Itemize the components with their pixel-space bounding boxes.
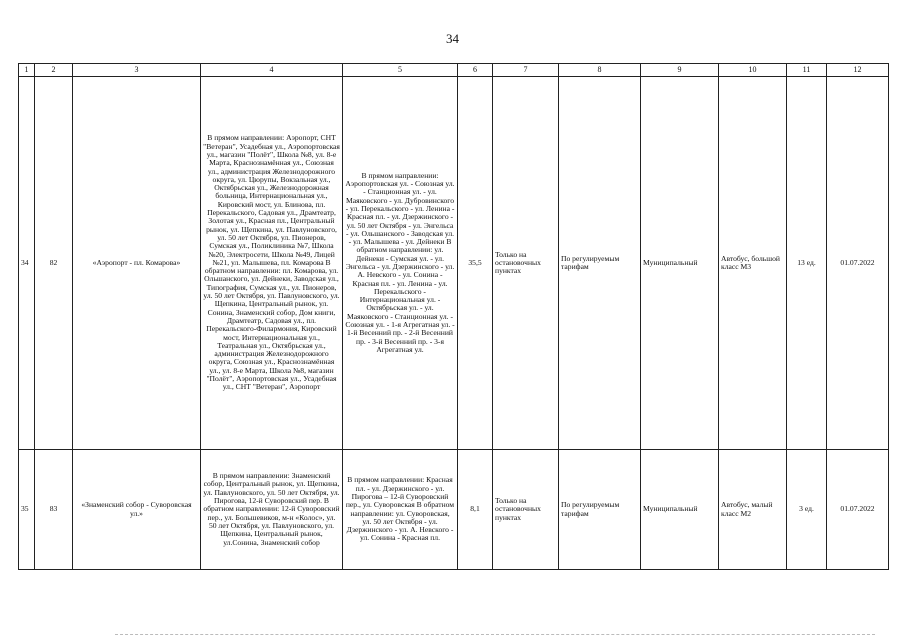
route-length: 8,1 xyxy=(458,450,493,570)
route-number: 82 xyxy=(35,77,73,450)
route-type: Муниципальный xyxy=(641,77,719,450)
header-cell: 3 xyxy=(73,64,201,77)
row-number: 35 xyxy=(19,450,35,570)
header-cell: 8 xyxy=(559,64,641,77)
header-cell: 5 xyxy=(343,64,458,77)
boarding-order: Только на остановочных пунктах xyxy=(493,450,559,570)
page-number: 34 xyxy=(446,31,459,46)
tariff-type: По регулируемым тарифам xyxy=(559,77,641,450)
header-cell: 9 xyxy=(641,64,719,77)
header-cell: 10 xyxy=(719,64,787,77)
page-bottom-divider xyxy=(115,634,875,635)
vehicle-count: 3 ед. xyxy=(787,450,827,570)
header-cell: 2 xyxy=(35,64,73,77)
vehicle-class: Автобус, большой класс М3 xyxy=(719,77,787,450)
route-streets: В прямом направлении: Аэропортовская ул. - Союзная ул. - Станционная ул. - ул. Маяковского - ул. Дубровинского - ул. Перекальского - ул. Ленина - Красная пл. - ул. Дзержинского - ул. 50 лет Октября - ул. Энгельса - ул. Ольшанского - Заводская ул. - ул. Малышева - ул. Дейнеки В обратном направлении: ул. Дейнеки - Сумская ул. - ул. Энгельса - ул. Дзержинского - ул. А. Невского - ул. Сонина - Красная пл. - ул. Ленина - ул. Перекальского - Интернациональная ул. - Октябрьская ул. - ул. Маяковского - Станционная ул. - Союзная ул. - 1-я Агрегатная ул. - 1-й Весенний пр. - 2-й Весенний пр. - 3-й Весенний пр. - 3-я Агрегатная ул. xyxy=(343,77,458,450)
start-date: 01.07.2022 xyxy=(827,450,889,570)
routes-table xyxy=(18,63,889,570)
route-number: 83 xyxy=(35,450,73,570)
table-row xyxy=(19,450,889,570)
row-number: 34 xyxy=(19,77,35,450)
vehicle-class: Автобус, малый класс М2 xyxy=(719,450,787,570)
vehicle-count: 13 ед. xyxy=(787,77,827,450)
header-cell: 6 xyxy=(458,64,493,77)
start-date: 01.07.2022 xyxy=(827,77,889,450)
header-cell: 11 xyxy=(787,64,827,77)
route-name: «Аэропорт - пл. Комарова» xyxy=(73,77,201,450)
header-cell: 4 xyxy=(201,64,343,77)
header-cell: 1 xyxy=(19,64,35,77)
route-stops: В прямом направлении: Знаменский собор, Центральный рынок, ул. Щепкина, ул. Павлуновского, ул. 50 лет Октября, ул. Пирогова, 12-й Суворовский пер. В обратном направлении: 12-й Суворовский пер., ул. Большевиков, м-н «Колос», ул. 50 лет Октября, ул. Павлуновского, ул. Щепкина, Центральный рынок, ул.Сонина, Знаменский собор xyxy=(201,450,343,570)
table-row xyxy=(19,77,889,450)
header-cell: 12 xyxy=(827,64,889,77)
boarding-order: Только на остановочных пунктах xyxy=(493,77,559,450)
route-length: 35,5 xyxy=(458,77,493,450)
tariff-type: По регулируемым тарифам xyxy=(559,450,641,570)
route-name: «Знаменский собор - Суворовская ул.» xyxy=(73,450,201,570)
route-type: Муниципальный xyxy=(641,450,719,570)
route-stops: В прямом направлении: Аэропорт, СНТ "Ветеран", Усадебная ул., Аэропортовская ул., магазин "Полёт", Школа №8, ул. 8-е Марта, Краснознамённая ул., Союзная ул., администрация Железнодорожного округа, ул. Цюрупы, Вокзальная ул., Октябрьская ул., Железнодорожная больница, Интернациональная ул., Кировский мост, ул. Блинова, пл. Перекальского, Садовая ул., Драмтеатр, Золотая ул., Красная пл., Центральный рынок, ул. Щепкина, ул. Павлуновского, ул. 50 лет Октября, ул. Пионеров, Сумская ул., Поликлиника №7, Школа №20, Электросети, Школа №49, Лицей №21, ул. Малышева, пл. Комарова В обратном направлении: пл. Комарова, ул. Ольшанского, ул. Дейнеки, Заводская ул., Типография, Сумская ул., ул. Пионеров, ул. 50 лет Октября, ул. Павлуновского, ул. Щепкина, Центральный рынок, ул. Сонина, Знаменский собор, Дом книги, Драмтеатр, Садовая ул., пл. Перекальского-Филармония, Кировский мост, Интернациональная ул., Театральная ул., Октябрьская ул., администрация Железнодорожного округа, Союзная ул., Краснознамённая ул., ул. 8-е Марта, Школа №8, магазин "Полёт", Аэропортовская ул., Усадебная ул., СНТ "Ветеран", Аэропорт xyxy=(201,77,343,450)
header-cell: 7 xyxy=(493,64,559,77)
route-streets: В прямом направлении: Красная пл. - ул. Дзержинского - ул. Пирогова – 12-й Суворовский пер., ул. Суворовская В обратном направлении: ул. Суворовская, ул. 50 лет Октября - ул. Дзержинского - ул. А. Невского - ул. Сонина - Красная пл. xyxy=(343,450,458,570)
table-header-row xyxy=(19,64,889,77)
